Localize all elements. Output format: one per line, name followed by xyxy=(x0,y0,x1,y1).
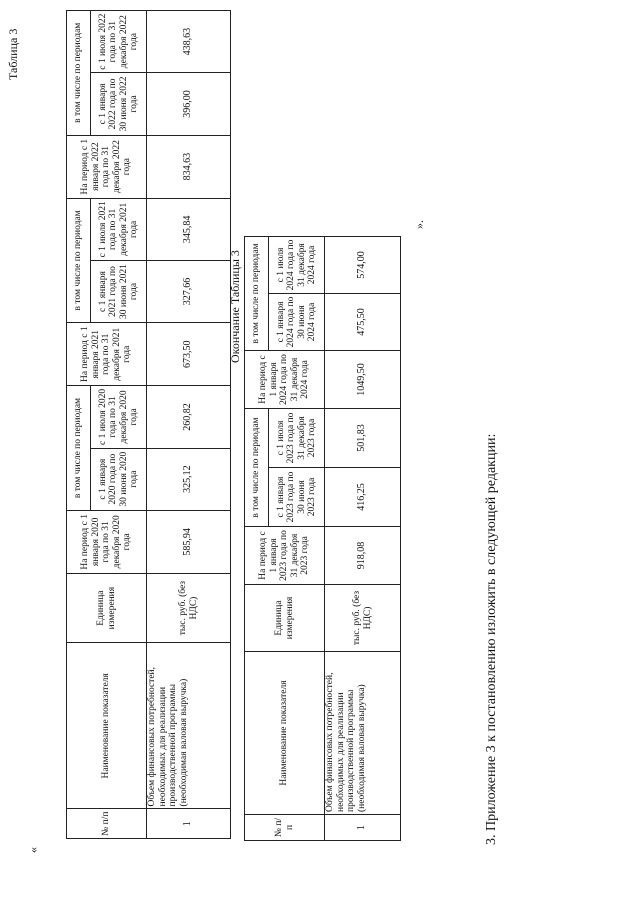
t2-header-p2-group: в том числе по периодам xyxy=(245,236,269,350)
paragraph-text: 3. Приложение 3 к постановлению изложить в следующей редакции: xyxy=(484,433,499,845)
t2-header-name: Наименование показателя xyxy=(245,652,325,815)
table2-caption: Окончание Таблицы 3 xyxy=(228,250,242,363)
t2-header-p1-h2: с 1 июля 2023 года по 31 декабря 2023 года xyxy=(269,408,325,467)
t1-header-unit: Единица измерения xyxy=(67,573,147,642)
t2-header-p1-total: На период с 1 января 2023 года по 31 декабря 2023 года xyxy=(245,527,325,585)
t2-header-p2-total: На период с 1 января 2024 года по 31 декабря 2024 года xyxy=(245,350,325,408)
t2-v2-h2: 574,00 xyxy=(325,236,401,293)
t1-header-p2-total: На период с 1 января 2021 года по 31 декабря 2021 года xyxy=(67,323,147,386)
t2-header-num: № п/п xyxy=(245,815,325,841)
t1-header-p2-h1: с 1 января 2021 года по 30 июня 2021 года xyxy=(91,260,147,322)
table1 xyxy=(66,10,231,839)
t2-row-unit: тыс. руб. (без НДС) xyxy=(325,585,401,652)
t1-v2-total: 673,50 xyxy=(147,323,231,386)
t2-row-num: 1 xyxy=(325,815,401,841)
t1-v1-total: 585,94 xyxy=(147,510,231,573)
t1-header-p2-group: в том числе по периодам xyxy=(67,198,91,322)
t1-v3-total: 834,63 xyxy=(147,135,231,198)
table-row xyxy=(325,236,401,840)
t1-row-unit: тыс. руб. (без НДС) xyxy=(147,573,231,642)
t1-v1-h1: 325,12 xyxy=(147,448,231,510)
t2-header-p2-h2: с 1 июля 2024 года по 31 декабря 2024 года xyxy=(269,236,325,293)
t2-header-p1-group: в том числе по периодам xyxy=(245,408,269,526)
t1-header-p1-h2: с 1 июля 2020 года по 31 декабря 2020 года xyxy=(91,386,147,448)
t1-header-num: № п/п xyxy=(67,809,147,839)
t1-v3-h2: 438,63 xyxy=(147,11,231,73)
t2-v2-h1: 475,50 xyxy=(325,293,401,350)
t2-row-name: Объем финансовых потребностей, необходимых для реализации производственной программы (необходимая валовая выручка) xyxy=(325,652,401,815)
t1-header-name: Наименование показателя xyxy=(67,643,147,809)
t1-header-p3-h1: с 1 января 2022 года по 30 июня 2022 года xyxy=(91,73,147,135)
t1-header-p3-group: в том числе по периодам xyxy=(67,11,91,136)
t1-row-num: 1 xyxy=(147,809,231,839)
t1-header-p2-h2: с 1 июля 2021 года по 31 декабря 2021 года xyxy=(91,198,147,260)
t2-header-p1-h1: с 1 января 2023 года по 30 июня 2023 года xyxy=(269,468,325,527)
t2-v1-h2: 501,83 xyxy=(325,408,401,467)
close-quote: ». xyxy=(412,220,426,229)
table-row xyxy=(147,11,231,839)
t1-header-p3-h2: с 1 июля 2022 года по 31 декабря 2022 года xyxy=(91,11,147,73)
t1-v2-h1: 327,66 xyxy=(147,260,231,322)
t2-header-p2-h1: с 1 января 2024 года по 30 июня 2024 года xyxy=(269,293,325,350)
table2 xyxy=(244,236,401,841)
t1-v3-h1: 396,00 xyxy=(147,73,231,135)
t1-header-p1-total: На период с 1 января 2020 года по 31 декабря 2020 года xyxy=(67,510,147,573)
t2-v2-total: 1049,50 xyxy=(325,350,401,408)
t1-v1-h2: 260,82 xyxy=(147,386,231,448)
t2-header-unit: Единица измерения xyxy=(245,585,325,652)
t1-header-p3-total: На период с 1 января 2022 года по 31 декабря 2022 года xyxy=(67,135,147,198)
t1-header-p1-group: в том числе по периодам xyxy=(67,386,91,510)
t2-v1-total: 918,08 xyxy=(325,527,401,585)
t2-v1-h1: 416,25 xyxy=(325,468,401,527)
open-quote: « xyxy=(26,847,40,853)
t1-row-name: Объем финансовых потребностей, необходимых для реализации производственной программы (необходимая валовая выручка) xyxy=(147,643,231,809)
table1-caption: Таблица 3 xyxy=(6,28,20,80)
t1-header-p1-h1: с 1 января 2020 года по 30 июня 2020 года xyxy=(91,448,147,510)
t1-v2-h2: 345,84 xyxy=(147,198,231,260)
